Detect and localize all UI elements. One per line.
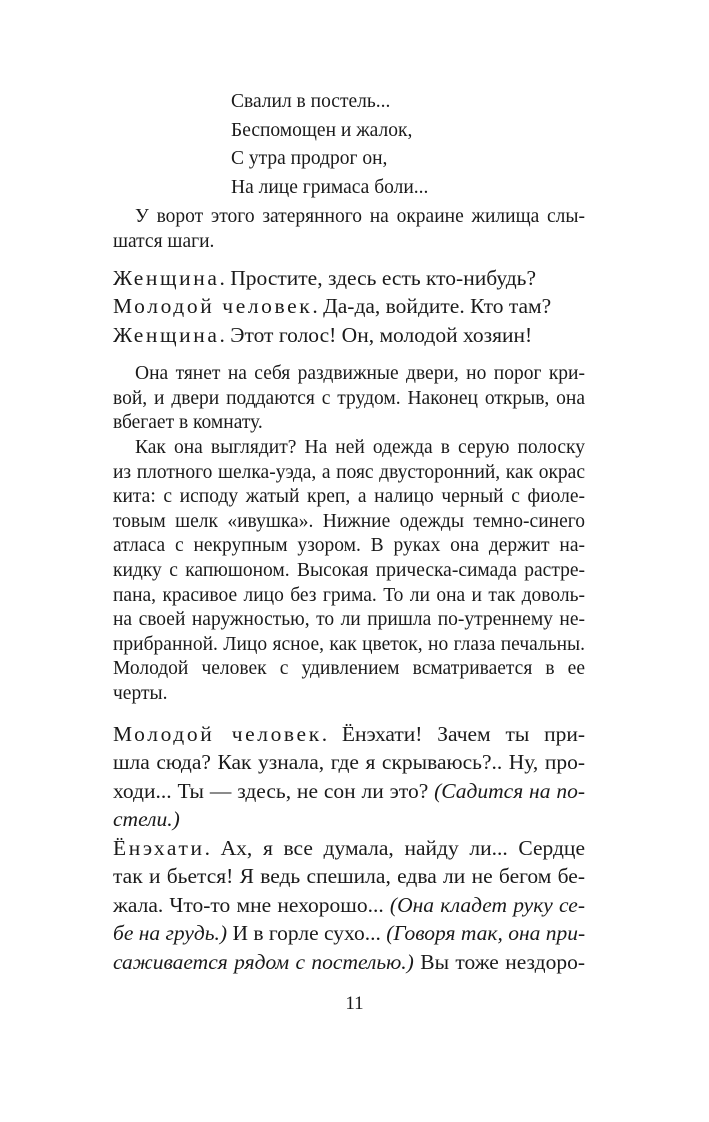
dialogue-text: . Да-да, войдите. Кто там? bbox=[312, 294, 552, 319]
verse-line: Свалил в постель... bbox=[231, 91, 391, 112]
text-line: товым шелк «ивушка». Нижние одежды темно-синего bbox=[113, 510, 585, 532]
text-line: вой, и двери поддаются с трудом. Наконец открыв, она bbox=[113, 387, 585, 409]
text-line: Молодой человек с удивлением всматривается в ее bbox=[113, 658, 585, 680]
dialogue-block bbox=[113, 834, 585, 976]
dialogue-line bbox=[113, 720, 585, 748]
verse-line: Беспомощен и жалок, bbox=[231, 119, 413, 141]
narration-paragraph bbox=[113, 205, 585, 254]
dialogue-line bbox=[113, 292, 585, 320]
speaker-name: Женщина bbox=[113, 266, 220, 290]
verse-block bbox=[231, 88, 428, 202]
text-line: черты. bbox=[113, 682, 168, 704]
dialogue-line bbox=[113, 919, 585, 947]
dialogue-text: Вы тоже нездоро- bbox=[413, 949, 585, 974]
stage-direction: стели.) bbox=[113, 807, 180, 832]
dialogue-line bbox=[113, 891, 585, 919]
dialogue-block bbox=[113, 720, 585, 834]
dialogue-block bbox=[113, 264, 585, 349]
text-line: кидку с капюшоном. Высокая прическа-симада растре- bbox=[113, 559, 585, 581]
dialogue-text: . Этот голос! Он, молодой хозяин! bbox=[219, 322, 533, 347]
text-line: кита: с исподу жатый креп, а налицо черный с фиоле- bbox=[113, 486, 585, 508]
narration-paragraph bbox=[113, 362, 585, 436]
text-line: У ворот этого затерянного на окраине жилища слы- bbox=[135, 206, 585, 227]
speaker-name: Ёнэхати bbox=[113, 836, 205, 860]
text-line: атласа с некрупным узором. В руках она держит на- bbox=[113, 535, 585, 557]
speaker-name: Молодой человек bbox=[113, 294, 313, 319]
dialogue-line bbox=[113, 834, 585, 862]
dialogue-text: жала. Что-то мне нехорошо... bbox=[113, 892, 390, 917]
dialogue-line: так и бьется! Я ведь спешила, едва ли не бегом бе- bbox=[113, 864, 585, 889]
stage-direction: бе на грудь.) bbox=[113, 921, 228, 946]
speaker-name: Женщина bbox=[113, 322, 220, 347]
narration-paragraph bbox=[113, 436, 585, 707]
verse-line: На лице гримаса боли... bbox=[231, 176, 429, 198]
dialogue-text: И в горле сухо... bbox=[227, 921, 387, 946]
dialogue-text: . Ах, я все думала, найду ли... Сердце bbox=[204, 836, 585, 860]
verse-line: С утра продрог он, bbox=[231, 148, 388, 169]
dialogue-line bbox=[113, 777, 585, 805]
text-line: на своей наружностью, то ли пришла по-утреннему не- bbox=[113, 609, 585, 631]
text-line: пана, красивое лицо без грима. То ли она и так доволь- bbox=[113, 584, 585, 606]
dialogue-text: . Ёнэхати! Зачем ты при- bbox=[321, 722, 586, 746]
stage-direction: (Говоря так, она при- bbox=[386, 921, 586, 946]
dialogue-line bbox=[113, 948, 585, 976]
dialogue-text: ходи... Ты — здесь, не сон ли это? bbox=[113, 778, 435, 803]
stage-direction: саживается рядом с постелью.) bbox=[113, 949, 414, 974]
dialogue-text: . Простите, здесь есть кто-нибудь? bbox=[219, 266, 537, 290]
stage-direction: (Она кладет руку се- bbox=[389, 892, 585, 917]
speaker-name: Молодой человек bbox=[113, 722, 322, 746]
page-number: 11 bbox=[345, 993, 364, 1014]
dialogue-line: шла сюда? Как узнала, где я скрываюсь?.. Ну, про- bbox=[113, 750, 585, 775]
text-line: Она тянет на себя раздвижные двери, но порог кри- bbox=[135, 363, 585, 384]
text-line: шатся шаги. bbox=[113, 230, 215, 252]
text-line: вбегает в комнату. bbox=[113, 412, 263, 434]
text-line: прибранной. Лицо ясное, как цветок, но глаза печальны. bbox=[113, 633, 585, 655]
text-line: из плотного шелка-уэда, а пояс двусторонний, как окрас bbox=[113, 461, 585, 483]
dialogue-line bbox=[113, 264, 585, 292]
text-line: Как она выглядит? На ней одежда в серую полоску bbox=[135, 437, 585, 458]
dialogue-line bbox=[113, 321, 585, 349]
stage-direction: (Садится на по- bbox=[434, 778, 585, 803]
